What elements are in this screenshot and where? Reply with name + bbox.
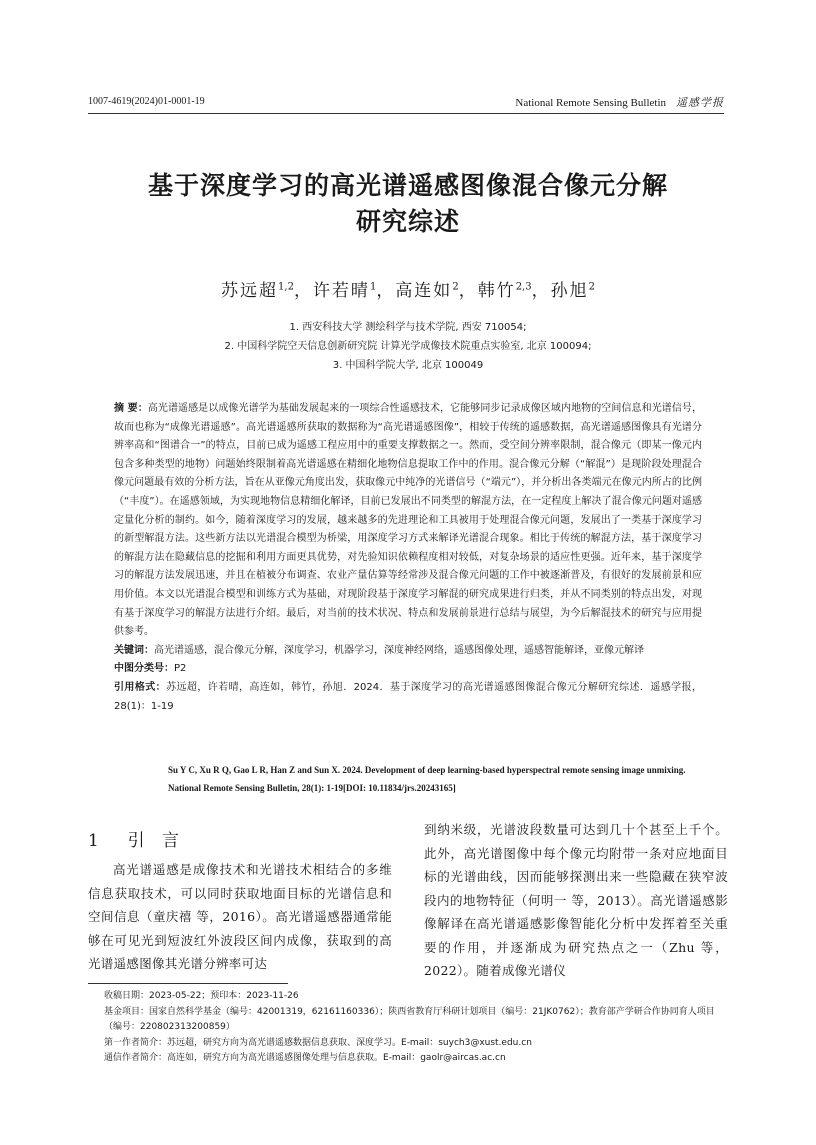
footnotes xyxy=(88,989,724,1067)
author-affil-mark: 2,3 xyxy=(515,281,532,293)
title-line-1: 基于深度学习的高光谱遥感图像混合像元分解 xyxy=(147,171,668,200)
journal-name-cn: 遥感学报 xyxy=(676,97,724,109)
citation-en: Su Y C, Xu R Q, Gao L R, Han Z and Sun X. 2024. Development of deep learning-based hyperspectral remote sensing image unmixing. National Remote Sensing Bulletin, 28(1): 1-19[DOI: 10.11834/jrs.20243165] xyxy=(168,765,686,793)
citation-cn: 苏远超，许若晴，高连如，韩竹，孙旭．2024．基于深度学习的高光谱遥感图像混合像元分解研究综述．遥感学报，28(1)：1-19 xyxy=(114,681,703,712)
abstract-text: 高光谱遥感是以成像光谱学为基础发展起来的一项综合性遥感技术，它能够同步记录成像区域内地物的空间信息和光谱信号，故而也称为“成像光谱遥感”。高光谱遥感所获取的数据称为“高光谱遥感图像”，相较于传统的遥感数据，高光谱遥感图像具有光谱分辨率高和“图谱合一”的特点，目前已成为遥感工程应用中的重要支撑数据之一。然而，受空间分辨率限制，混合像元（即某一像元内包含多种类型的地物）问题始终限制着高光谱遥感在精细化地物信息提取工作中的作用。混合像元分解（“解混”）是现阶段处理混合像元问题最有效的分析方法，旨在从亚像元角度出发，获取像元中纯净的光谱信号（“端元”），并分析出各类端元在像元内所占的比例（“丰度”）。在遥感领域，为实现地物信息精细化解译，目前已发展出不同类型的解混方法，在一定程度上解决了混合像元问题对遥感定量化分析的制约。如今，随着深度学习的发展，越来越多的先进理论和工具被用于处理混合像元问题，发展出了一类基于深度学习的新型解混方法。这些新方法以光谱混合模型为桥梁，用深度学习方式来解译光谱混合现象。相比于传统的解混方法，基于深度学习的解混方法在隐藏信息的挖掘和利用方面更具优势，对先验知识依赖程度相对较低，对复杂场景的适应性更强。近年来，基于深度学习的解混方法发展迅速，并且在植被分布调查、农业产量估算等经常涉及混合像元问题的工作中被逐渐普及，有很好的发展前景和应用价值。本文以光谱混合模型和训练方式为基础，对现阶段基于深度学习解混的研究成果进行归类，并从不同类别的特点出发，对现有基于深度学习的解混方法进行介绍。最后，对当前的技术状况、特点和发展前景进行总结与展望，为今后解混技术的研究与应用提供参考。 xyxy=(114,403,703,638)
abstract-label: 摘 要： xyxy=(114,403,148,414)
journal-name-en: National Remote Sensing Bulletin xyxy=(515,97,666,109)
section-number: 1 xyxy=(88,831,105,851)
author-affil-mark: 1,2 xyxy=(278,281,294,293)
author-name: 韩竹 xyxy=(477,281,516,301)
clc-code: P2 xyxy=(174,663,187,675)
author-name: 许若晴 xyxy=(312,281,370,301)
citation-label: 引用格式： xyxy=(114,681,167,693)
author-separator: ， xyxy=(376,281,396,301)
abstract-paragraph xyxy=(114,400,702,642)
section-title: 引 言 xyxy=(127,831,186,851)
body-text-right: 到纳米级，光谱波段数量可达到几十个甚至上千个。此外，高光谱图像中每个像元均附带一条对应地面目标的光谱曲线，因而能够探测出来一些隐藏在狭窄波段内的地物特征（何明一 等，2013）。高光谱遥感影像解译在高光谱遥感影像智能化分析中发挥着至关重要的作用，并逐渐成为研究热点之一（Zhu 等，2022）。随着成像光谱仪 xyxy=(424,822,728,978)
author-affil-mark: 1 xyxy=(369,281,377,293)
journal-header xyxy=(515,94,724,110)
clc-label: 中图分类号： xyxy=(114,663,174,675)
author-separator: ， xyxy=(531,281,551,301)
keywords-text: 高光谱遥感，混合像元分解，深度学习，机器学习，深度神经网络，遥感图像处理，遥感智能解译，亚像元解译 xyxy=(154,644,644,656)
affiliation-2: 2. 中国科学院空天信息创新研究院 计算光学成像技术院重点实验室, 北京 100094; xyxy=(224,341,592,352)
footnote-fund: 基金项目：国家自然科学基金（编号：42001319，62161160336）；陕西省教育厅科研计划项目（编号：21JK0762）；教育部产学研合作协同育人项目（编号：220802313200859） xyxy=(104,1006,715,1032)
author-name: 苏远超 xyxy=(221,281,279,301)
clc-line xyxy=(114,660,702,679)
footnote-first-author: 第一作者简介：苏远超，研究方向为高光谱遥感数据信息获取、深度学习。E-mail：suych3@xust.edu.cn xyxy=(104,1037,532,1048)
body-text-left: 高光谱遥感是成像技术和光谱技术相结合的多维信息获取技术，可以同时获取地面目标的光谱信息和空间信息（童庆禧 等，2016）。高光谱遥感器通常能够在可见光到短波红外波段区间内成像，获取到的高光谱遥感图像其光谱分辨率可达 xyxy=(88,862,392,971)
keywords-line xyxy=(114,642,702,661)
author-separator: ， xyxy=(458,281,478,301)
abstract-block xyxy=(114,400,702,716)
section-heading xyxy=(88,826,185,851)
issn-code: 1007-4619(2024)01-0001-19 xyxy=(88,96,205,107)
title-line-2: 研究综述 xyxy=(355,207,460,236)
author-list xyxy=(88,276,728,301)
header-rule xyxy=(88,113,724,114)
keywords-label: 关键词： xyxy=(114,644,154,656)
affiliation-1: 1. 西安科技大学 测绘科学与技术学院, 西安 710054; xyxy=(289,322,527,333)
citation-cn-line xyxy=(114,679,702,716)
footnote-corresponding: 通信作者简介：高连如，研究方向为高光谱遥感图像处理与信息获取。E-mail：gaolr@aircas.ac.cn xyxy=(104,1053,506,1063)
author-name: 孙旭 xyxy=(550,281,589,301)
author-affil-mark: 2 xyxy=(588,281,595,293)
footnote-dates: 收稿日期：2023-05-22；预印本：2023-11-26 xyxy=(104,991,299,1001)
paper-title xyxy=(88,168,728,240)
affiliation-3: 3. 中国科学院大学, 北京 100049 xyxy=(332,360,484,371)
footnote-rule xyxy=(88,983,288,984)
author-separator: ， xyxy=(293,281,313,301)
author-affil-mark: 2 xyxy=(452,281,459,293)
author-name: 高连如 xyxy=(395,281,453,301)
